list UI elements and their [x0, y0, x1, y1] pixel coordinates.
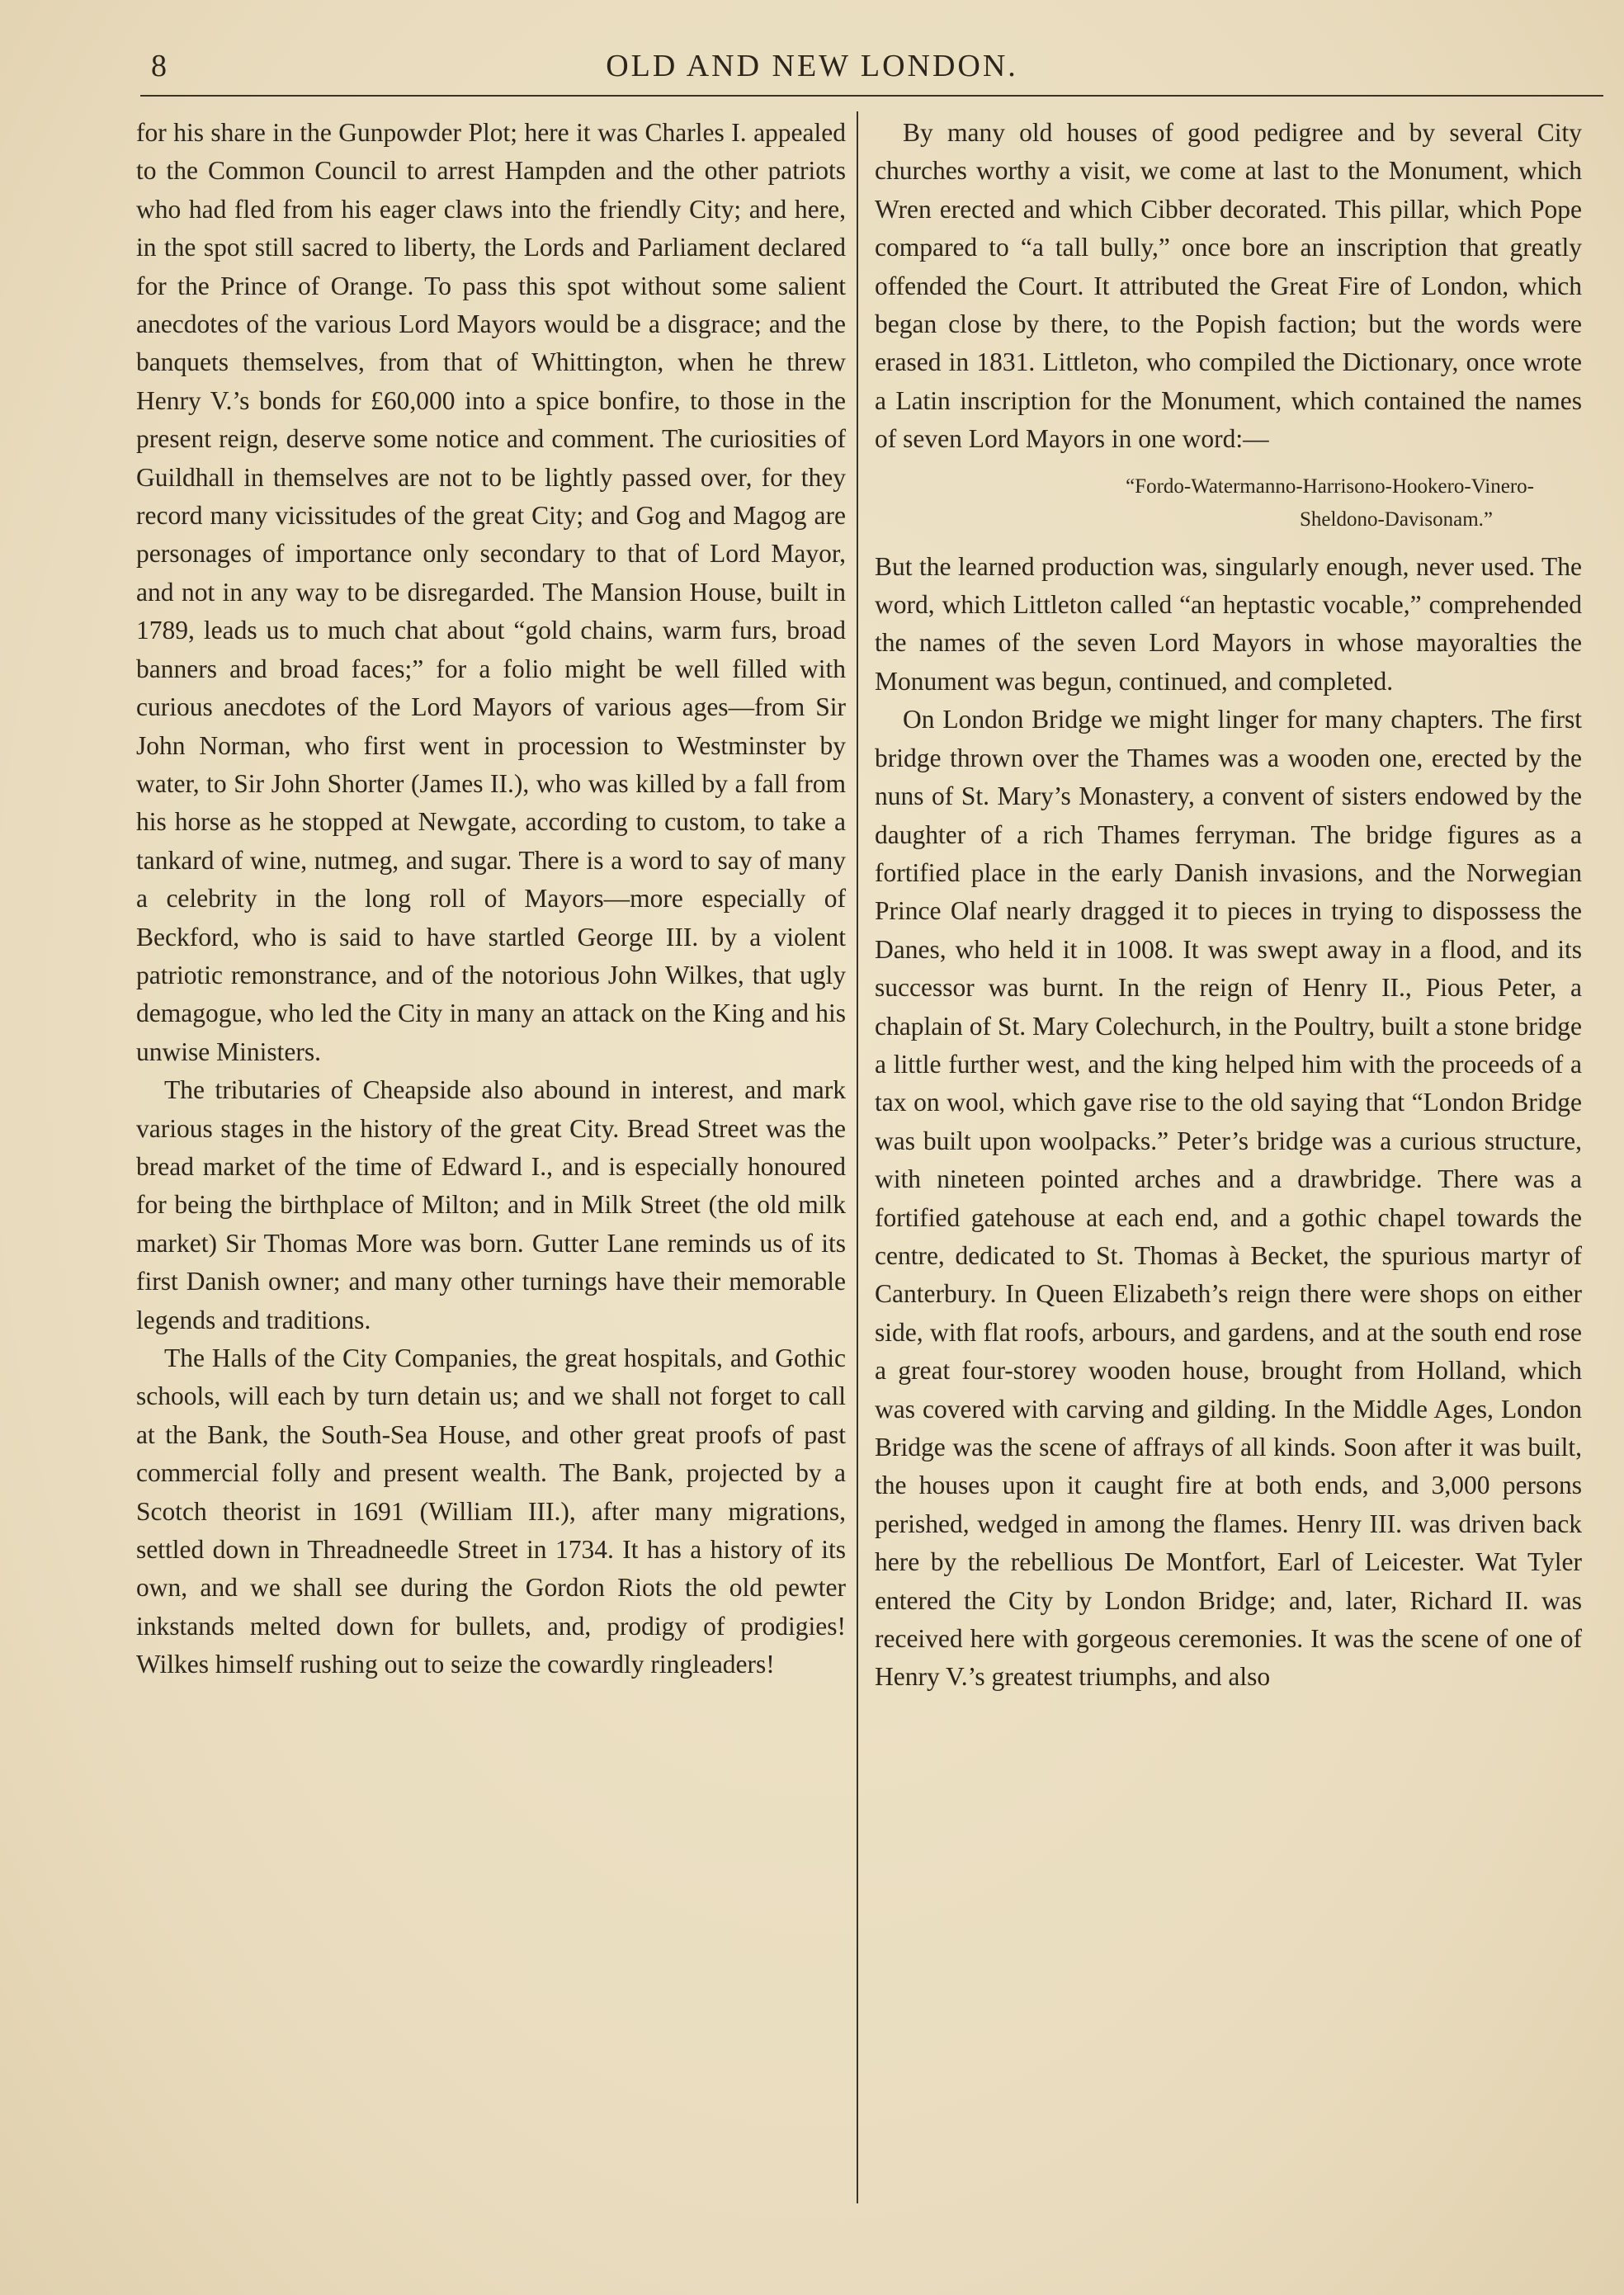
left-paragraph-1: for his share in the Gunpowder Plot; here it was Charles I. appealed to the Common Council to arrest Hampden and the other patriots who had fled from his eager claws into the friendly City; and here, in the spot still sacred to liberty, the Lords and Parliament declared for the Prince of Orange. To pass this spot without some salient anecdotes of the various Lord Mayors would be a disgrace; and the banquets themselves, from that of Whittington, when he threw Henry V.’s bonds for £60,000 into a spice bonfire, to those in the present reign, deserve some notice and comment. The curiosities of Guildhall in themselves are not to be lightly passed over, for they record many vicissitudes of the great City; and Gog and Magog are personages of importance only secondary to that of Lord Mayor, and not in any way to be disregarded. The Mansion House, built in 1789, leads us to much chat about “gold chains, warm furs, broad banners and broad faces;” for a folio might be well filled with curious anecdotes of the Lord Mayors of various ages—from Sir John Norman, who first went in procession to Westminster by water, to Sir John Shorter (James II.), who was killed by a fall from his horse as he stopped at Newgate, according to custom, to take a tankard of wine, nutmeg, and sugar. There is a word to say of many a celebrity in the long roll of Mayors—more especially of Beckford, who is said to have startled George III. by a violent patriotic remonstrance, and of the notorious John Wilkes, that ugly demagogue, who led the City in many an attack on the King and his unwise Ministers.: [136, 118, 846, 1066]
right-column: [875, 114, 1582, 1697]
left-paragraph-2: The tributaries of Cheapside also abound in interest, and mark various stages in the history of the great City. Bread Street was the bread market of the time of Edward I., and is especially honoured for being the birthplace of Milton; and in Milk Street (the old milk market) Sir Thomas More was born. Gutter Lane reminds us of its first Danish owner; and many other turnings have their memorable legends and traditions.: [136, 1075, 846, 1334]
header-rule: [140, 95, 1603, 97]
right-paragraph-3: On London Bridge we might linger for many chapters. The first bridge thrown over the Thames was a wooden one, erected by the nuns of St. Mary’s Monastery, a convent of sisters endowed by the daughter of a rich Thames ferryman. The bridge figures as a fortified place in the early Danish invasions, and the Norwegian Prince Olaf nearly dragged it to pieces in trying to dispossess the Danes, who held it in 1008. It was swept away in a flood, and its successor was burnt. In the reign of Henry II., Pious Peter, a chaplain of St. Mary Colechurch, in the Poultry, built a stone bridge a little further west, and the king helped him with the proceeds of a tax on wool, which gave rise to the old saying that “London Bridge was built upon woolpacks.” Peter’s bridge was a curious structure, with nineteen pointed arches and a drawbridge. There was a fortified gatehouse at each end, and a gothic chapel towards the centre, dedicated to St. Thomas à Becket, the spurious martyr of Canterbury. In Queen Elizabeth’s reign there were shops on either side, with flat roofs, arbours, and gardens, and at the south end rose a great four-storey wooden house, brought from Holland, which was covered with carving and gilding. In the Middle Ages, London Bridge was the scene of affrays of all kinds. Soon after it was built, the houses upon it caught fire at both ends, and 3,000 persons perished, wedged in among the flames. Henry III. was driven back here by the rebellious De Montfort, Earl of Leicester. Wat Tyler entered the City by London Bridge; and, later, Richard II. was received here with gorgeous ceremonies. It was the scene of one of Henry V.’s greatest triumphs, and also: [875, 705, 1582, 1692]
column-rule: [857, 111, 858, 2203]
quote-line-1: “Fordo-Watermanno-Harrisono-Hookero-Vinero-: [1126, 475, 1534, 498]
left-paragraph-3: The Halls of the City Companies, the great hospitals, and Gothic schools, will each by turn detain us; and we shall not forget to call at the Bank, the South-Sea House, and other great proofs of past commercial folly and present wealth. The Bank, projected by a Scotch theorist in 1691 (William III.), after many migrations, settled down in Threadneedle Street in 1734. It has a history of its own, and we shall see during the Gordon Riots the old pewter inkstands melted down for bullets, and, prodigy of prodigies! Wilkes himself rushing out to seize the cowardly ringleaders!: [136, 1343, 846, 1679]
right-paragraph-2: But the learned production was, singularly enough, never used. The word, which Littleton called “an heptastic vocable,” comprehended the names of the seven Lord Mayors in whose mayoralties the Monument was begun, continued, and completed.: [875, 551, 1582, 696]
running-title: OLD AND NEW LONDON.: [606, 49, 1018, 83]
page-number: 8: [151, 49, 167, 83]
quote-line-2: Sheldono-Davisonam.”: [1300, 508, 1493, 531]
latin-inscription-quote: [875, 470, 1534, 536]
right-paragraph-1: By many old houses of good pedigree and by several City churches worthy a visit, we come at last to the Monument, which Wren erected and which Cibber decorated. This pillar, which Pope compared to “a tall bully,” once bore an inscription that greatly offended the Court. It attributed the Great Fire of London, which began close by there, to the Popish faction; but the words were erased in 1831. Littleton, who compiled the Dictionary, once wrote a Latin inscription for the Monument, which contained the names of seven Lord Mayors in one word:—: [875, 118, 1582, 454]
left-column: [136, 114, 846, 1684]
